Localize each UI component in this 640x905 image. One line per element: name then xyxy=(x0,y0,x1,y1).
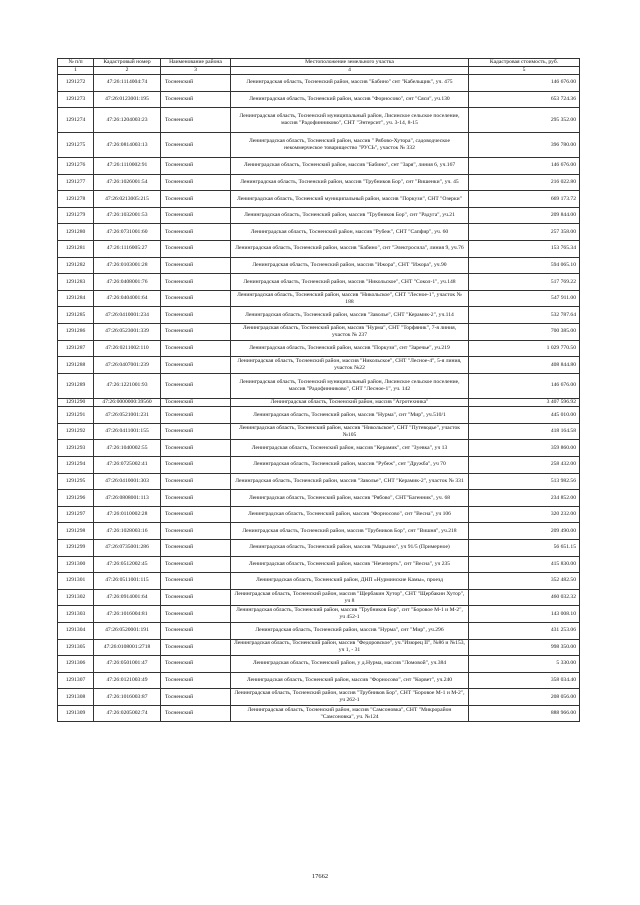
location-cell: Ленинградская область, Тосненский район, массив "Рябово", СНТ"Багенник", уч. 68 xyxy=(231,490,469,507)
district-cell: Тосненский xyxy=(161,241,231,258)
row-number-cell: 1291288 xyxy=(58,357,94,374)
value-cell: 547 911.00 xyxy=(469,290,580,307)
table-row xyxy=(58,133,580,158)
table-row xyxy=(58,705,580,722)
row-number-cell: 1291286 xyxy=(58,324,94,341)
row-number-cell: 1291273 xyxy=(58,91,94,108)
district-cell: Тосненский xyxy=(161,622,231,639)
row-number-cell: 1291289 xyxy=(58,373,94,398)
table-row xyxy=(58,573,580,590)
location-cell: Ленинградская область, Тосненский район, массив "Нечеперть", снт "Весна", уч 235 xyxy=(231,556,469,573)
location-cell: Ленинградская область, Тосненский район, массив "Рубеж", снт "Дружба", уч 70 xyxy=(231,456,469,473)
cadastral-number-cell: 47:26:1114004:74 xyxy=(94,74,161,91)
cadastral-number-cell: 47:26:1016003:87 xyxy=(94,689,161,706)
table-row xyxy=(58,224,580,241)
cadastral-number-cell: 47:26:0512002:45 xyxy=(94,556,161,573)
district-cell: Тосненский xyxy=(161,440,231,457)
district-cell: Тосненский xyxy=(161,274,231,291)
value-cell: 209 490.00 xyxy=(469,523,580,540)
row-number-cell: 1291274 xyxy=(58,108,94,133)
value-cell: 513 982.56 xyxy=(469,473,580,490)
location-cell: Ленинградская область, Тосненский район, ДНП «Нурминские Камы», проезд xyxy=(231,573,469,590)
row-number-cell: 1291296 xyxy=(58,490,94,507)
row-number-cell: 1291301 xyxy=(58,573,94,590)
district-cell: Тосненский xyxy=(161,290,231,307)
row-number-cell: 1291284 xyxy=(58,290,94,307)
row-number-cell: 1291306 xyxy=(58,656,94,673)
district-cell: Тосненский xyxy=(161,74,231,91)
table-row xyxy=(58,440,580,457)
cadastral-number-cell: 47:26:1026001:54 xyxy=(94,174,161,191)
value-cell: 146 676.00 xyxy=(469,158,580,175)
value-cell: 445 010.00 xyxy=(469,407,580,424)
location-cell: Ленинградская область, Тосненский район, массив "Ижора", СНТ "Ижора", уч.90 xyxy=(231,257,469,274)
location-cell: Ленинградская область, Тосненский район, массив "Никольское", СНТ "Лесное-1", участок № 188 xyxy=(231,290,469,307)
cadastral-number-cell: 47:26:0410001:234 xyxy=(94,307,161,324)
value-cell: 208 056.00 xyxy=(469,689,580,706)
district-cell: Тосненский xyxy=(161,174,231,191)
value-cell: 146 676.00 xyxy=(469,74,580,91)
location-cell: Ленинградская область, Тосненский район, массив "Рубеж", СНТ "Сапфир", уч. 60 xyxy=(231,224,469,241)
location-cell: Ленинградская область, Тосненский муниципальный район, Лисинское сельское поселение, массив "Радофинниково", СНТ "Лесное-1", уч. 142 xyxy=(231,373,469,398)
table-row xyxy=(58,456,580,473)
location-cell: Ленинградская область, Тосненский район, массив "Федоровское", уч."Изюрец II", №86 и №153, уч 1, - 31 xyxy=(231,639,469,656)
table-row xyxy=(58,639,580,656)
cadastral-number-cell: 47:26:0213005:215 xyxy=(94,191,161,208)
district-cell: Тосненский xyxy=(161,340,231,357)
value-cell: 888 966.00 xyxy=(469,705,580,722)
location-cell: Ленинградская область, Тосненский район, массив "Никольское", СНТ "Путеводье", участок №105 xyxy=(231,423,469,440)
location-cell: Ленинградская область, Тосненский район, массив "Никольское", СНТ "Сокол-1", уч.148 xyxy=(231,274,469,291)
district-cell: Тосненский xyxy=(161,589,231,606)
cadastral-number-cell: 47:26:1040002:55 xyxy=(94,440,161,457)
cadastral-number-cell: 47:26:0520001:191 xyxy=(94,622,161,639)
table-row xyxy=(58,473,580,490)
column-number-row xyxy=(58,67,580,75)
row-number-cell: 1291276 xyxy=(58,158,94,175)
header-row xyxy=(58,59,580,67)
location-cell: Ленинградская область, Тосненский район, массив "Никольское", СНТ "Лесное-4", 5-я линия, участок №22 xyxy=(231,357,469,374)
cadastral-number-cell: 47:26:1221001:93 xyxy=(94,373,161,398)
cadastral-number-cell: 47:26:1110002:91 xyxy=(94,158,161,175)
district-cell: Тосненский xyxy=(161,307,231,324)
table-row xyxy=(58,340,580,357)
table-row xyxy=(58,324,580,341)
table-body xyxy=(58,74,580,722)
cadastral-number-cell: 47:26:0814003:13 xyxy=(94,133,161,158)
cadastral-number-cell: 47:26:0808001:113 xyxy=(94,490,161,507)
district-cell: Тосненский xyxy=(161,407,231,424)
row-number-cell: 1291298 xyxy=(58,523,94,540)
cadastral-number-cell: 47:26:0108001:2718 xyxy=(94,639,161,656)
district-cell: Тосненский xyxy=(161,506,231,523)
row-number-cell: 1291275 xyxy=(58,133,94,158)
header-district-name: Наименование района xyxy=(161,59,231,67)
table-row xyxy=(58,174,580,191)
row-number-cell: 1291279 xyxy=(58,207,94,224)
cadastral-number-cell: 47:26:0205002:74 xyxy=(94,705,161,722)
header-location: Местоположение земельного участка xyxy=(231,59,469,67)
cadastral-number-cell: 47:26:0523001:339 xyxy=(94,324,161,341)
location-cell: Ленинградская область, Тосненский район, массив "Форносово", снт "Корвет", уч.240 xyxy=(231,672,469,689)
value-cell: 153 765.34 xyxy=(469,241,580,258)
row-number-cell: 1291305 xyxy=(58,639,94,656)
table-row xyxy=(58,307,580,324)
page-number: 17662 xyxy=(311,873,329,880)
cadastral-number-cell: 47:26:1028003:16 xyxy=(94,523,161,540)
cadastral-number-cell: 47:26:0914001:64 xyxy=(94,589,161,606)
district-cell: Тосненский xyxy=(161,158,231,175)
location-cell: Ленинградская область, Тосненский район, массив "Заволье", СНТ "Керамик-2", уч.114 xyxy=(231,307,469,324)
header-cadastral-number: Кадастровый номер xyxy=(94,59,161,67)
table-row xyxy=(58,398,580,406)
table-row xyxy=(58,606,580,623)
table-row xyxy=(58,357,580,374)
column-number: 5 xyxy=(469,67,580,75)
district-cell: Тосненский xyxy=(161,373,231,398)
table-row xyxy=(58,74,580,91)
value-cell: 358 034.40 xyxy=(469,672,580,689)
district-cell: Тосненский xyxy=(161,705,231,722)
district-cell: Тосненский xyxy=(161,639,231,656)
table-row xyxy=(58,207,580,224)
row-number-cell: 1291281 xyxy=(58,241,94,258)
row-number-cell: 1291291 xyxy=(58,407,94,424)
district-cell: Тосненский xyxy=(161,257,231,274)
row-number-cell: 1291302 xyxy=(58,589,94,606)
district-cell: Тосненский xyxy=(161,91,231,108)
row-number-cell: 1291282 xyxy=(58,257,94,274)
district-cell: Тосненский xyxy=(161,689,231,706)
location-cell: Ленинградская область, Тосненский район, массив "Трубников Бор", снт "Радуга", уч.21 xyxy=(231,207,469,224)
row-number-cell: 1291292 xyxy=(58,423,94,440)
table-row xyxy=(58,589,580,606)
row-number-cell: 1291272 xyxy=(58,74,94,91)
location-cell: Ленинградская область, Тосненский район, массив "Бабино", снт "Заря", линия 6, уч.167 xyxy=(231,158,469,175)
district-cell: Тосненский xyxy=(161,357,231,374)
value-cell: 431 253.06 xyxy=(469,622,580,639)
cadastral-number-cell: 47:26:0735001:286 xyxy=(94,539,161,556)
value-cell: 1 029 770.50 xyxy=(469,340,580,357)
column-number: 3 xyxy=(161,67,231,75)
cadastral-table-page xyxy=(57,58,579,722)
district-cell: Тосненский xyxy=(161,473,231,490)
cadastral-number-cell: 47:26:1204003:23 xyxy=(94,108,161,133)
value-cell: 352 482.50 xyxy=(469,573,580,590)
table-row xyxy=(58,490,580,507)
row-number-cell: 1291295 xyxy=(58,473,94,490)
row-number-cell: 1291309 xyxy=(58,705,94,722)
table-row xyxy=(58,158,580,175)
district-cell: Тосненский xyxy=(161,656,231,673)
table-row xyxy=(58,191,580,208)
district-cell: Тосненский xyxy=(161,207,231,224)
location-cell: Ленинградская область, Тосненский район, массив "Нурма", снт "Мир", уч.296 xyxy=(231,622,469,639)
table-row xyxy=(58,241,580,258)
header-cadastral-value: Кадастровая стоимость, руб. xyxy=(469,59,580,67)
location-cell: Ленинградская область, Тосненский район, массив " Рябово-Хутора", садоводческое некоммерческое товарищество "РУСЬ", участок № 332 xyxy=(231,133,469,158)
cadastral-value-table xyxy=(57,58,580,722)
district-cell: Тосненский xyxy=(161,606,231,623)
value-cell: 234 852.00 xyxy=(469,490,580,507)
location-cell: Ленинградская область, Тосненский район, массив "Форносово", снт "Сяси", уч.130 xyxy=(231,91,469,108)
district-cell: Тосненский xyxy=(161,672,231,689)
location-cell: Ленинградская область, Тосненский район, массив "Керамик", снт "Зуевка", уч 13 xyxy=(231,440,469,457)
value-cell: 143 008.10 xyxy=(469,606,580,623)
cadastral-number-cell: 47:26:1016004:81 xyxy=(94,606,161,623)
cadastral-number-cell: 47:26:0411001:155 xyxy=(94,423,161,440)
row-number-cell: 1291297 xyxy=(58,506,94,523)
value-cell: 146 676.00 xyxy=(469,373,580,398)
value-cell: 418 164.58 xyxy=(469,423,580,440)
cadastral-number-cell: 47:26:0407001:239 xyxy=(94,357,161,374)
column-number: 4 xyxy=(231,67,469,75)
value-cell: 700 385.00 xyxy=(469,324,580,341)
location-cell: Ленинградская область, Тосненский район, у д.Нурма, массив "Ломовой", уч.384 xyxy=(231,656,469,673)
value-cell: 396 780.00 xyxy=(469,133,580,158)
district-cell: Тосненский xyxy=(161,456,231,473)
district-cell: Тосненский xyxy=(161,191,231,208)
cadastral-number-cell: 47:26:0123001:195 xyxy=(94,91,161,108)
value-cell: 415 830.00 xyxy=(469,556,580,573)
district-cell: Тосненский xyxy=(161,133,231,158)
table-row xyxy=(58,91,580,108)
row-number-cell: 1291287 xyxy=(58,340,94,357)
value-cell: 3 407 596.92 xyxy=(469,398,580,406)
table-row xyxy=(58,672,580,689)
location-cell: Ленинградская область, Тосненский район, массив "Трубников Бор", снт "Вишенки", уч. 45 xyxy=(231,174,469,191)
value-cell: 359 860.00 xyxy=(469,440,580,457)
table-row xyxy=(58,373,580,398)
location-cell: Ленинградская область, Тосненский район, массив "Трубников Бор", снт "Вишня", уч.218 xyxy=(231,523,469,540)
location-cell: Ленинградская область, Тосненский район, массив "Форносово", снт "Весна", уч 106 xyxy=(231,506,469,523)
location-cell: Ленинградская область, Тосненский район, массив "Нурма", СНТ "Торфяник", 7-я линия, участок № 237 xyxy=(231,324,469,341)
cadastral-number-cell: 47:26:0521001:231 xyxy=(94,407,161,424)
cadastral-number-cell: 47:26:0731001:60 xyxy=(94,224,161,241)
district-cell: Тосненский xyxy=(161,556,231,573)
row-number-cell: 1291283 xyxy=(58,274,94,291)
row-number-cell: 1291300 xyxy=(58,556,94,573)
table-row xyxy=(58,656,580,673)
column-number: 2 xyxy=(94,67,161,75)
row-number-cell: 1291299 xyxy=(58,539,94,556)
location-cell: Ленинградская область, Тосненский район, массив "Нурма", снт "Мир", уч.510/1 xyxy=(231,407,469,424)
location-cell: Ленинградская область, Тосненский район, массив "Бабино" снт "Кабельщик", уч. 475 xyxy=(231,74,469,91)
value-cell: 257 358.00 xyxy=(469,224,580,241)
row-number-cell: 1291308 xyxy=(58,689,94,706)
value-cell: 209 844.00 xyxy=(469,207,580,224)
table-row xyxy=(58,556,580,573)
value-cell: 532 787.64 xyxy=(469,307,580,324)
value-cell: 56 651.15 xyxy=(469,539,580,556)
table-row xyxy=(58,539,580,556)
value-cell: 594 065.10 xyxy=(469,257,580,274)
district-cell: Тосненский xyxy=(161,224,231,241)
table-row xyxy=(58,622,580,639)
cadastral-number-cell: 47:26:0121003:49 xyxy=(94,672,161,689)
row-number-cell: 1291290 xyxy=(58,398,94,406)
district-cell: Тосненский xyxy=(161,108,231,133)
cadastral-number-cell: 47:26:1032001:53 xyxy=(94,207,161,224)
row-number-cell: 1291303 xyxy=(58,606,94,623)
cadastral-number-cell: 47:26:0511001:115 xyxy=(94,573,161,590)
district-cell: Тосненский xyxy=(161,573,231,590)
value-cell: 669 173.72 xyxy=(469,191,580,208)
table-row xyxy=(58,423,580,440)
table-row xyxy=(58,290,580,307)
location-cell: Ленинградская область, Тосненский район, массив "Трубников Бор", снт "Боровое М-1 и М-2", уч 452-1 xyxy=(231,606,469,623)
district-cell: Тосненский xyxy=(161,523,231,540)
location-cell: Ленинградская область, Тосненский район, массив "Самсоновка", СНТ "Микрорайон "Самсоновка", уч. №124 xyxy=(231,705,469,722)
value-cell: 216 022.80 xyxy=(469,174,580,191)
cadastral-number-cell: 47:26:0410001:303 xyxy=(94,473,161,490)
row-number-cell: 1291280 xyxy=(58,224,94,241)
cadastral-number-cell: 47:26:0211002:110 xyxy=(94,340,161,357)
row-number-cell: 1291307 xyxy=(58,672,94,689)
location-cell: Ленинградская область, Тосненский район, массив "Марьино", уч 91/5 (Примерное) xyxy=(231,539,469,556)
column-number: 1 xyxy=(58,67,94,75)
cadastral-number-cell: 47:26:0103001:28 xyxy=(94,257,161,274)
value-cell: 998 350.00 xyxy=(469,639,580,656)
value-cell: 653 724.36 xyxy=(469,91,580,108)
location-cell: Ленинградская область, Тосненский муниципальный район, Лисинское сельское поселение, массив "Радофинниково", СНТ "Энтерсит", уч. 3-14, 8-15 xyxy=(231,108,469,133)
header-row-number: № п/п xyxy=(58,59,94,67)
location-cell: Ленинградская область, Тосненский район, массив "Трубников Бор", СНТ "Боровое М-1 и М-2", уч 262-1 xyxy=(231,689,469,706)
cadastral-number-cell: 47:26:0408001:76 xyxy=(94,274,161,291)
value-cell: 460 032.32 xyxy=(469,589,580,606)
district-cell: Тосненский xyxy=(161,423,231,440)
cadastral-number-cell: 47:26:0000000:39560 xyxy=(94,398,161,406)
table-row xyxy=(58,108,580,133)
value-cell: 320 232.00 xyxy=(469,506,580,523)
table-row xyxy=(58,407,580,424)
value-cell: 258 432.00 xyxy=(469,456,580,473)
value-cell: 408 844.80 xyxy=(469,357,580,374)
row-number-cell: 1291285 xyxy=(58,307,94,324)
value-cell: 517 769.22 xyxy=(469,274,580,291)
cadastral-number-cell: 47:26:1116005:27 xyxy=(94,241,161,258)
location-cell: Ленинградская область, Тосненский район, массив "Бабино", снт "Электросила", линия 9, уч.76 xyxy=(231,241,469,258)
location-cell: Ленинградская область, Тосненский район, массив "Агротехника" xyxy=(231,398,469,406)
row-number-cell: 1291294 xyxy=(58,456,94,473)
value-cell: 295 352.00 xyxy=(469,108,580,133)
table-row xyxy=(58,274,580,291)
location-cell: Ленинградская область, Тосненский район, массив "Заволье", СНТ "Керамик-2", участок № 331 xyxy=(231,473,469,490)
table-row xyxy=(58,506,580,523)
row-number-cell: 1291278 xyxy=(58,191,94,208)
location-cell: Ленинградская область, Тосненский район, массив "Поркузи", снт "Заречье", уч.219 xyxy=(231,340,469,357)
district-cell: Тосненский xyxy=(161,324,231,341)
row-number-cell: 1291277 xyxy=(58,174,94,191)
district-cell: Тосненский xyxy=(161,539,231,556)
cadastral-number-cell: 47:26:0110002:28 xyxy=(94,506,161,523)
cadastral-number-cell: 47:26:0404001:64 xyxy=(94,290,161,307)
location-cell: Ленинградская область, Тосненский муниципальный район, массив "Поркузи", СНТ "Озерки" xyxy=(231,191,469,208)
location-cell: Ленинградская область, Тосненский район, массив "Щербакин Хутор", СНТ "Щербакин Хутор", уч 8 xyxy=(231,589,469,606)
row-number-cell: 1291293 xyxy=(58,440,94,457)
district-cell: Тосненский xyxy=(161,398,231,406)
cadastral-number-cell: 47:26:0501001:47 xyxy=(94,656,161,673)
value-cell: 5 330.00 xyxy=(469,656,580,673)
table-row xyxy=(58,257,580,274)
table-row xyxy=(58,523,580,540)
row-number-cell: 1291304 xyxy=(58,622,94,639)
table-row xyxy=(58,689,580,706)
cadastral-number-cell: 47:26:0725002:41 xyxy=(94,456,161,473)
district-cell: Тосненский xyxy=(161,490,231,507)
